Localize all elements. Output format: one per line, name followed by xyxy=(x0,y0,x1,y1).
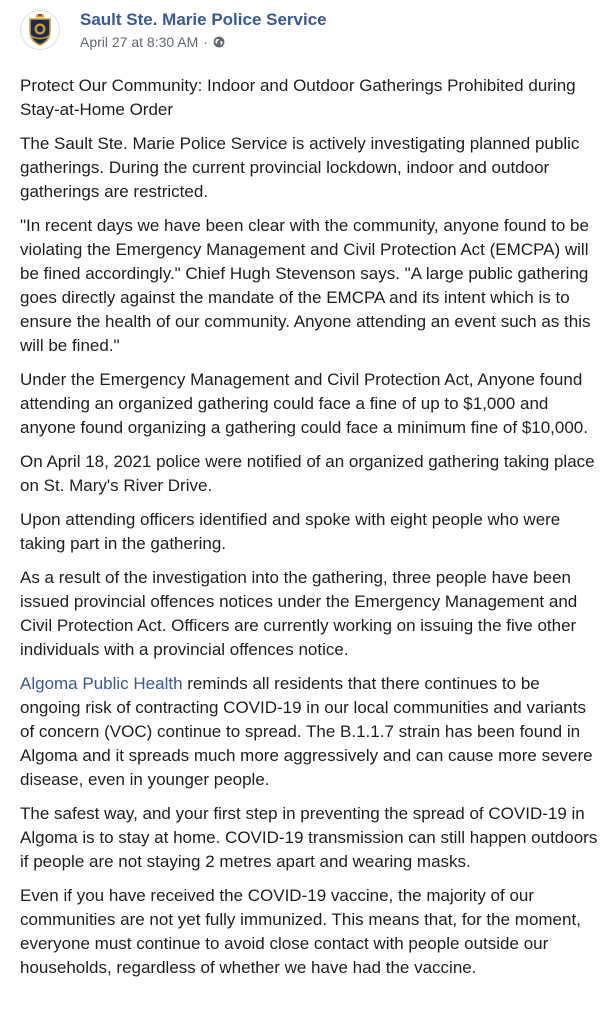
post-paragraph: "In recent days we have been clear with the community, anyone found to be violating the Emergency Management and Civil Protection Act (EMCPA) will be fined accordingly." Chief Hugh Stevenson says. "A large public gathering goes directly against the mandate of the EMCPA and its intent which is to ensure the health of our community. Anyone attending an event such as this will be fined." xyxy=(20,216,591,355)
post-paragraph: On April 18, 2021 police were notified of an organized gathering taking place on St. Mary's River Drive. xyxy=(20,452,595,495)
post-paragraph: The safest way, and your first step in preventing the spread of COVID-19 in Algoma is to stay at home. COVID-19 transmission can still happen outdoors if people are not staying 2 metres apart and wearing masks. xyxy=(20,804,598,871)
post-paragraph: As a result of the investigation into the gathering, three people have been issued provincial offences notices under the Emergency Management and Civil Protection Act. Officers are currently working on issuing the five other individuals with a provincial offences notice. xyxy=(20,568,578,659)
post-paragraph xyxy=(20,672,598,792)
page-avatar[interactable] xyxy=(20,10,60,50)
post-paragraph: Under the Emergency Management and Civil Protection Act, Anyone found attending an organized gathering could face a fine of up to $1,000 and anyone found organizing a gathering could face a minimum fine of $10,000. xyxy=(20,370,588,437)
post-body xyxy=(20,74,598,980)
police-crest-icon xyxy=(27,14,53,46)
post-timeline xyxy=(80,33,327,51)
algoma-public-health-link[interactable]: Algoma Public Health xyxy=(20,674,183,693)
globe-icon[interactable] xyxy=(213,36,225,48)
page-name-link[interactable]: Sault Ste. Marie Police Service xyxy=(80,10,327,29)
post-paragraph: The Sault Ste. Marie Police Service is actively investigating planned public gatherings. During the current provincial lockdown, indoor and outdoor gatherings are restricted. xyxy=(20,134,580,201)
post-meta xyxy=(80,10,327,51)
post-timestamp[interactable]: April 27 at 8:30 AM xyxy=(80,34,199,50)
meta-separator: · xyxy=(203,34,208,50)
post-paragraph-title: Protect Our Community: Indoor and Outdoor Gatherings Prohibited during Stay-at-Home Order xyxy=(20,76,576,119)
paragraph-text: reminds all residents that there continues to be ongoing risk of contracting COVID-19 in our local communities and variants of concern (VOC) continue to spread. The B.1.1.7 strain has been found in Algoma and it spreads much more aggressively and can cause more severe disease, even in younger people. xyxy=(20,674,593,789)
post-paragraph: Even if you have received the COVID-19 vaccine, the majority of our communities are not yet fully immunized. This means that, for the moment, everyone must continue to avoid close contact with people outside our households, regardless of whether we have had the vaccine. xyxy=(20,886,581,977)
post-paragraph: Upon attending officers identified and spoke with eight people who were taking part in the gathering. xyxy=(20,510,561,553)
post-header xyxy=(20,8,607,68)
